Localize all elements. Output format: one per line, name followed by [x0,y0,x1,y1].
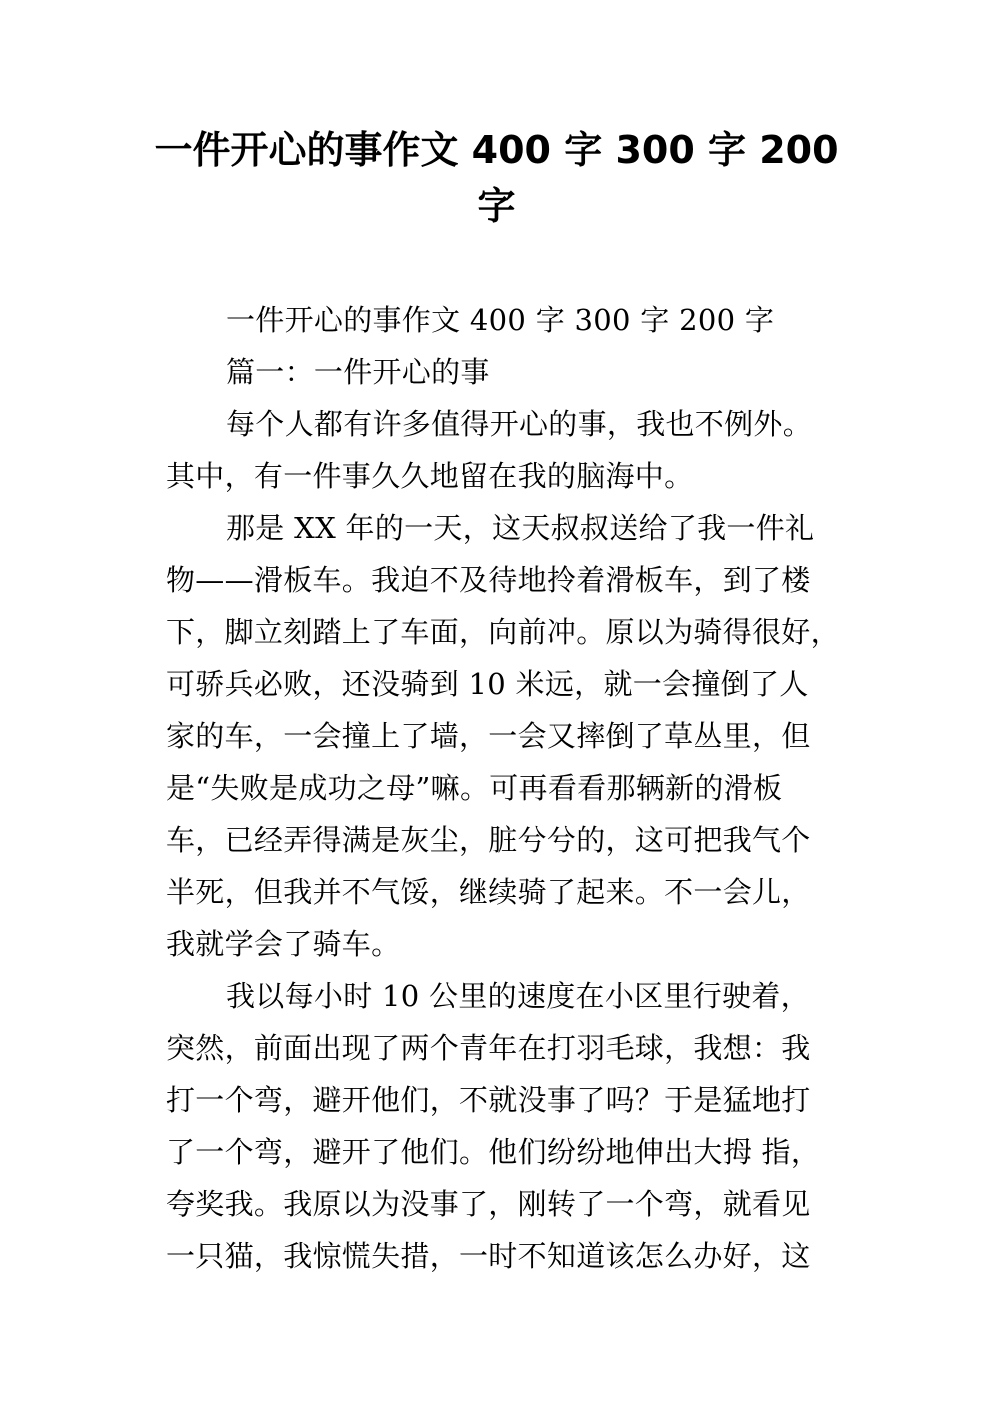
body-line: 车，已经弄得满是灰尘，脏兮兮的，这可把我气个 [166,823,811,857]
body-line-section-heading: 篇一：一件开心的事 [226,355,490,389]
body-line: 下，脚立刻踏上了车面，向前冲。原以为骑得很好， [166,615,840,649]
document-body [166,294,846,1282]
body-line: 一只猫，我惊慌失措，一时不知道该怎么办好，这 [166,1239,811,1273]
body-line: 每个人都有许多值得开心的事，我也不例外。 [226,407,813,441]
body-line: 打一个弯，避开他们，不就没事了吗？于是猛地打 [166,1083,811,1117]
body-line: 家的车，一会撞上了墙，一会又摔倒了草丛里，但 [166,719,811,753]
body-line: 是“失败是成功之母”嘛。可再看看那辆新的滑板 [166,771,783,805]
document-title [150,122,843,234]
body-line: 那是 XX 年的一天，这天叔叔送给了我一件礼 [226,511,815,545]
body-line: 我就学会了骑车。 [166,927,401,961]
body-line: 突然，前面出现了两个青年在打羽毛球，我想：我 [166,1031,811,1065]
body-line: 其中，有一件事久久地留在我的脑海中。 [166,459,694,493]
body-line: 了一个弯，避开了他们。他们纷纷地伸出大拇 指， [166,1135,821,1169]
body-line: 夸奖我。我原以为没事了，刚转了一个弯，就看见 [166,1187,811,1221]
body-line-subtitle: 一件开心的事作文 400 字 300 字 200 字 [226,303,775,337]
title-line-1: 一件开心的事作文 400 字 300 字 200 [154,128,839,172]
body-line: 物——滑板车。我迫不及待地拎着滑板车，到了楼 [166,563,811,597]
body-line: 我以每小时 10 公里的速度在小区里行驶着， [226,979,810,1013]
title-line-2: 字 [477,184,516,228]
body-line: 可骄兵必败，还没骑到 10 米远，就一会撞倒了人 [166,667,809,701]
body-line: 半死，但我并不气馁，继续骑了起来。不一会儿， [166,875,811,909]
